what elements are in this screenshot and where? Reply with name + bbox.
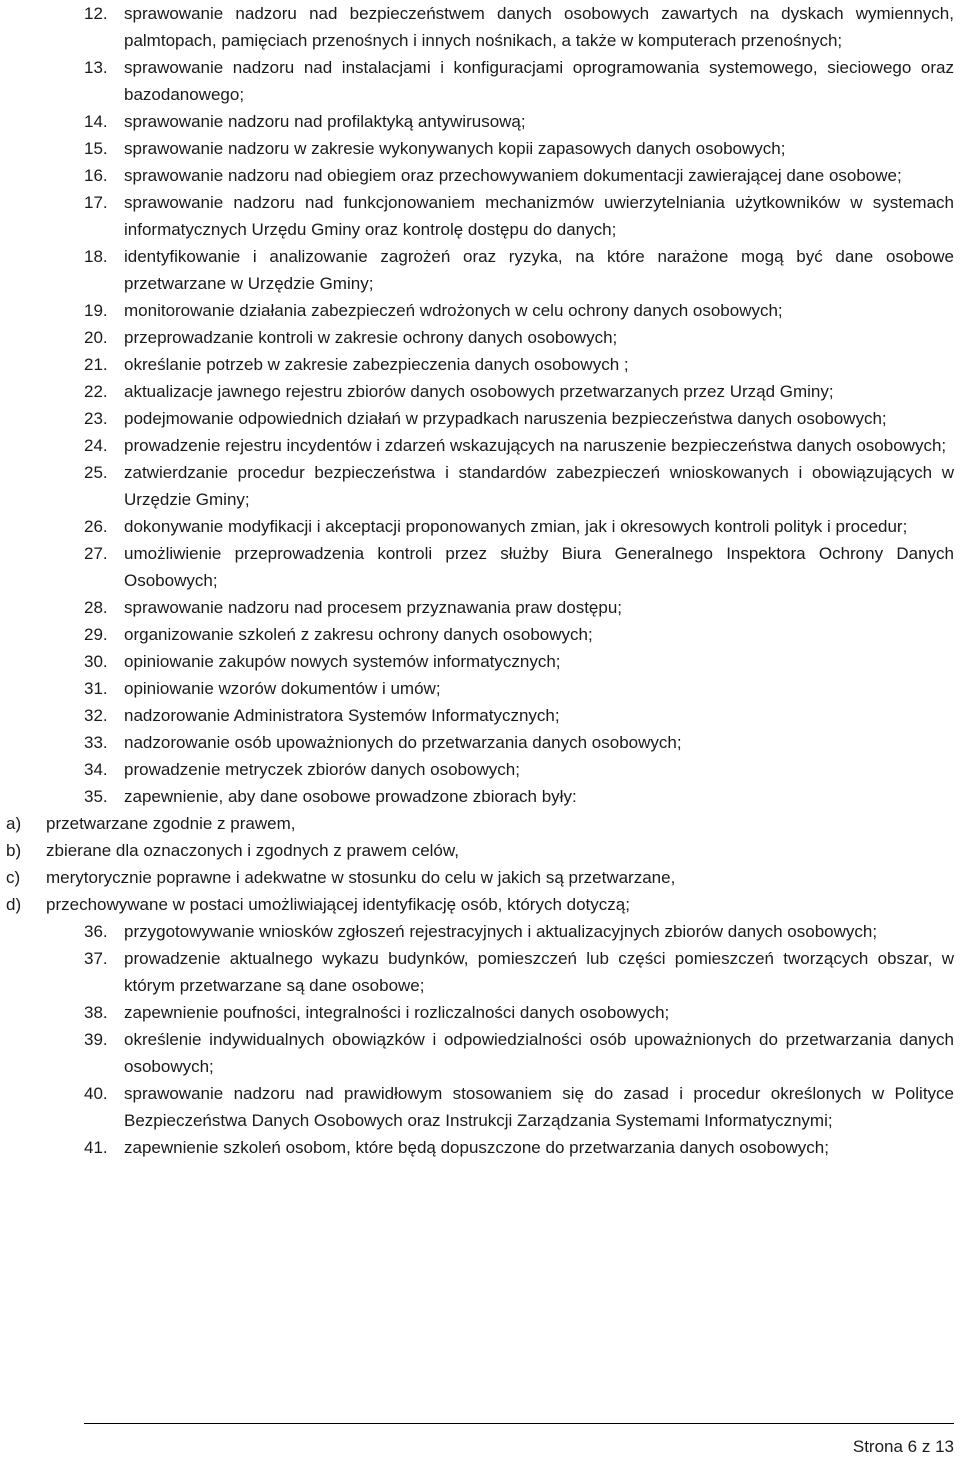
- list-item: [84, 594, 954, 621]
- list-item: [84, 405, 954, 432]
- item-text: prowadzenie rejestru incydentów i zdarzeń wskazujących na naruszenie bezpieczeństwa danych osobowych;: [124, 436, 947, 455]
- item-text: organizowanie szkoleń z zakresu ochrony danych osobowych;: [124, 625, 593, 644]
- list-item: [84, 945, 954, 999]
- item-text: zbierane dla oznaczonych i zgodnych z prawem celów,: [46, 841, 459, 860]
- item-number: 27.: [84, 544, 108, 563]
- item-number: 26.: [84, 517, 108, 536]
- item-number: 28.: [84, 598, 108, 617]
- item-number: c): [6, 868, 21, 887]
- item-text: podejmowanie odpowiednich działań w przypadkach naruszenia bezpieczeństwa danych osobowych;: [124, 409, 887, 428]
- item-number: 25.: [84, 463, 108, 482]
- list-item: [84, 513, 954, 540]
- item-number: 15.: [84, 139, 108, 158]
- item-text: dokonywanie modyfikacji i akceptacji proponowanych zmian, jak i okresowych kontroli polityk i procedur;: [124, 517, 908, 536]
- item-number: 18.: [84, 247, 108, 266]
- list-item: [84, 351, 954, 378]
- list-item: [84, 756, 954, 783]
- item-text: zapewnienie poufności, integralności i rozliczalności danych osobowych;: [124, 1003, 670, 1022]
- item-number: d): [6, 895, 22, 914]
- list-item: [84, 1026, 954, 1080]
- list-item: [84, 54, 954, 108]
- item-text: merytorycznie poprawne i adekwatne w stosunku do celu w jakich są przetwarzane,: [46, 868, 676, 887]
- list-item: [84, 918, 954, 945]
- list-item: [84, 1080, 954, 1134]
- item-text: zapewnienie, aby dane osobowe prowadzone zbiorach były:: [124, 787, 577, 806]
- item-text: prowadzenie aktualnego wykazu budynków, pomieszczeń lub części pomieszczeń tworzących obszar, w którym przetwarzane są dane osobowe;: [124, 949, 954, 995]
- sub-list-item: [6, 891, 954, 918]
- sub-list-item: [6, 864, 954, 891]
- item-number: 36.: [84, 922, 108, 941]
- list-item: [84, 243, 954, 297]
- item-text: prowadzenie metryczek zbiorów danych osobowych;: [124, 760, 520, 779]
- list-item: [84, 135, 954, 162]
- item-text: nadzorowanie Administratora Systemów Informatycznych;: [124, 706, 560, 725]
- list-item: [84, 675, 954, 702]
- item-number: 40.: [84, 1084, 108, 1103]
- item-number: 14.: [84, 112, 108, 131]
- list-item: [84, 999, 954, 1026]
- item-text: przygotowywanie wniosków zgłoszeń rejestracyjnych i aktualizacyjnych zbiorów danych osobowych;: [124, 922, 878, 941]
- list-item: [84, 729, 954, 756]
- item-text: sprawowanie nadzoru nad instalacjami i konfiguracjami oprogramowania systemowego, sieciowego oraz bazodanowego;: [124, 58, 954, 104]
- item-text: opiniowanie wzorów dokumentów i umów;: [124, 679, 441, 698]
- item-number: 20.: [84, 328, 108, 347]
- item-number: 33.: [84, 733, 108, 752]
- list-item: [84, 540, 954, 594]
- item-number: 22.: [84, 382, 108, 401]
- list-item: [84, 324, 954, 351]
- item-number: 12.: [84, 4, 108, 23]
- item-text: sprawowanie nadzoru nad procesem przyznawania praw dostępu;: [124, 598, 623, 617]
- item-text: sprawowanie nadzoru w zakresie wykonywanych kopii zapasowych danych osobowych;: [124, 139, 786, 158]
- item-text: umożliwienie przeprowadzenia kontroli przez służby Biura Generalnego Inspektora Ochrony Danych Osobowych;: [124, 544, 954, 590]
- item-text: określanie potrzeb w zakresie zabezpieczenia danych osobowych ;: [124, 355, 629, 374]
- item-number: 34.: [84, 760, 108, 779]
- item-text: sprawowanie nadzoru nad funkcjonowaniem mechanizmów uwierzytelniania użytkowników w systemach informatycznych Urzędu Gminy oraz kontrolę dostępu do danych;: [124, 193, 954, 239]
- item-number: 39.: [84, 1030, 108, 1049]
- item-text: określenie indywidualnych obowiązków i odpowiedzialności osób upoważnionych do przetwarzania danych osobowych;: [124, 1030, 954, 1076]
- list-item: [84, 189, 954, 243]
- list-item: [84, 1134, 954, 1161]
- item-text: sprawowanie nadzoru nad prawidłowym stosowaniem się do zasad i procedur określonych w Polityce Bezpieczeństwa Danych Osobowych oraz Instrukcji Zarządzania Systemami Informatycznymi;: [124, 1084, 954, 1130]
- item-text: zapewnienie szkoleń osobom, które będą dopuszczone do przetwarzania danych osobowych;: [124, 1138, 829, 1157]
- item-text: monitorowanie działania zabezpieczeń wdrożonych w celu ochrony danych osobowych;: [124, 301, 783, 320]
- item-number: 19.: [84, 301, 108, 320]
- sub-list-item: [6, 837, 954, 864]
- footer-divider: [84, 1423, 954, 1424]
- item-number: 30.: [84, 652, 108, 671]
- list-item: [84, 432, 954, 459]
- list-item: [84, 621, 954, 648]
- list-item: [84, 0, 954, 54]
- list-item: [84, 108, 954, 135]
- item-number: 37.: [84, 949, 108, 968]
- item-text: przechowywane w postaci umożliwiającej identyfikację osób, których dotyczą;: [46, 895, 630, 914]
- list-item: [84, 297, 954, 324]
- list-item: [84, 378, 954, 405]
- item-text: sprawowanie nadzoru nad obiegiem oraz przechowywaniem dokumentacji zawierającej dane osobowe;: [124, 166, 902, 185]
- item-number: 23.: [84, 409, 108, 428]
- sub-list-item: [6, 810, 954, 837]
- item-number: 29.: [84, 625, 108, 644]
- item-number: 35.: [84, 787, 108, 806]
- list-item: [84, 648, 954, 675]
- item-number: 21.: [84, 355, 108, 374]
- item-text: identyfikowanie i analizowanie zagrożeń oraz ryzyka, na które narażone mogą być dane osobowe przetwarzane w Urzędzie Gminy;: [124, 247, 954, 293]
- item-text: przetwarzane zgodnie z prawem,: [46, 814, 296, 833]
- item-text: przeprowadzanie kontroli w zakresie ochrony danych osobowych;: [124, 328, 618, 347]
- item-text: opiniowanie zakupów nowych systemów informatycznych;: [124, 652, 561, 671]
- item-number: 31.: [84, 679, 108, 698]
- list-item: [84, 459, 954, 513]
- page-number: Strona 6 z 13: [852, 1437, 954, 1456]
- item-number: 41.: [84, 1138, 108, 1157]
- item-text: sprawowanie nadzoru nad bezpieczeństwem danych osobowych zawartych na dyskach wymiennych, palmtopach, pamięciach przenośnych i innych nośnikach, a także w komputerach przenośnych;: [124, 4, 954, 50]
- item-number: 13.: [84, 58, 108, 77]
- item-number: 16.: [84, 166, 108, 185]
- item-text: nadzorowanie osób upoważnionych do przetwarzania danych osobowych;: [124, 733, 682, 752]
- list-item: [84, 162, 954, 189]
- item-number: 32.: [84, 706, 108, 725]
- item-number: 38.: [84, 1003, 108, 1022]
- item-number: 17.: [84, 193, 108, 212]
- item-text: sprawowanie nadzoru nad profilaktyką antywirusową;: [124, 112, 526, 131]
- item-text: aktualizacje jawnego rejestru zbiorów danych osobowych przetwarzanych przez Urząd Gminy;: [124, 382, 834, 401]
- item-number: 24.: [84, 436, 108, 455]
- item-number: a): [6, 814, 22, 833]
- list-item: [84, 702, 954, 729]
- item-text: zatwierdzanie procedur bezpieczeństwa i standardów zabezpieczeń wnioskowanych i obowiązujących w Urzędzie Gminy;: [124, 463, 954, 509]
- item-number: b): [6, 841, 22, 860]
- list-item: [84, 783, 954, 810]
